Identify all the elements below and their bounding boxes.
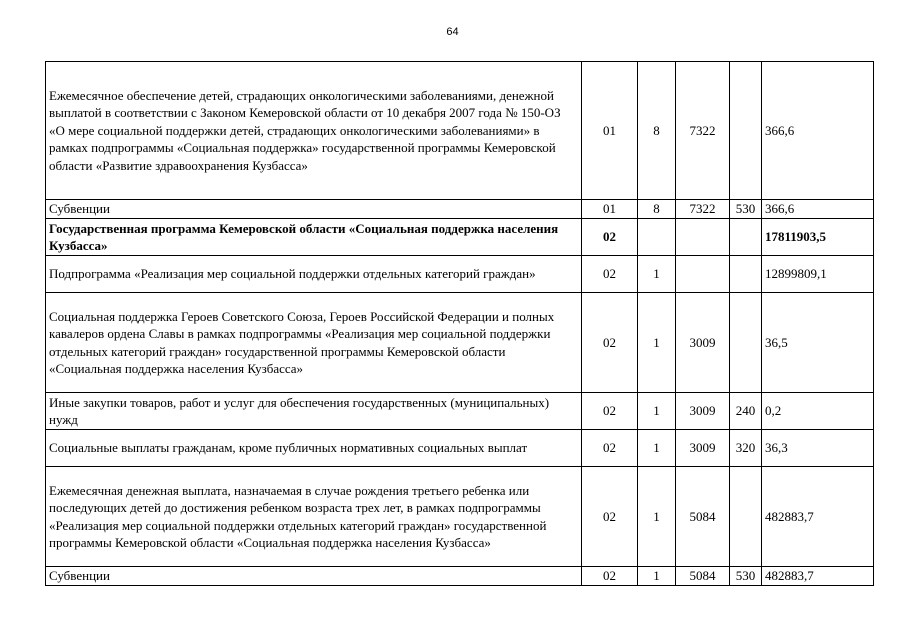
table-row	[46, 393, 874, 430]
page-number: 64	[446, 26, 459, 38]
row-direction-code	[676, 256, 730, 293]
row-subprogram-code: 8	[638, 200, 676, 219]
row-amount: 366,6	[762, 200, 874, 219]
row-subprogram-code: 1	[638, 293, 676, 393]
row-program-code: 02	[582, 256, 638, 293]
row-amount: 482883,7	[762, 567, 874, 586]
row-direction-code: 5084	[676, 467, 730, 567]
row-program-code: 01	[582, 62, 638, 200]
row-name: Государственная программа Кемеровской области «Социальная поддержка населения Кузбасса»	[46, 219, 582, 256]
row-subprogram-code	[638, 219, 676, 256]
row-name: Иные закупки товаров, работ и услуг для обеспечения государственных (муниципальных) нужд	[46, 393, 582, 430]
row-program-code: 02	[582, 467, 638, 567]
row-program-code: 02	[582, 430, 638, 467]
row-amount: 36,5	[762, 293, 874, 393]
row-expense-type: 530	[730, 200, 762, 219]
row-name: Субвенции	[46, 200, 582, 219]
row-name: Ежемесячное обеспечение детей, страдающих онкологическими заболеваниями, денежной выплатой в соответствии с Законом Кемеровской области от 10 декабря 2007 года № 150-ОЗ «О мере социальной поддержки детей, страдающих онкологическими заболеваниями» в рамках подпрограммы «Социальная поддержка» государственной программы Кемеровской области «Развитие здравоохранения Кузбасса»	[46, 62, 582, 200]
row-amount: 366,6	[762, 62, 874, 200]
row-direction-code: 5084	[676, 567, 730, 586]
table-row	[46, 219, 874, 256]
row-direction-code	[676, 219, 730, 256]
row-program-code: 01	[582, 200, 638, 219]
row-direction-code: 7322	[676, 200, 730, 219]
row-subprogram-code: 1	[638, 430, 676, 467]
row-amount: 482883,7	[762, 467, 874, 567]
row-name: Социальная поддержка Героев Советского Союза, Героев Российской Федерации и полных кавалеров ордена Славы в рамках подпрограммы «Реализация мер социальной поддержки отдельных категорий граждан» государственной программы Кемеровской области «Социальная поддержка населения Кузбасса»	[46, 293, 582, 393]
row-name: Субвенции	[46, 567, 582, 586]
row-program-code: 02	[582, 293, 638, 393]
table-row	[46, 430, 874, 467]
row-expense-type	[730, 293, 762, 393]
row-direction-code: 3009	[676, 430, 730, 467]
row-amount: 12899809,1	[762, 256, 874, 293]
row-expense-type: 320	[730, 430, 762, 467]
row-direction-code: 3009	[676, 293, 730, 393]
row-direction-code: 7322	[676, 62, 730, 200]
row-expense-type: 530	[730, 567, 762, 586]
row-subprogram-code: 1	[638, 256, 676, 293]
table-row	[46, 200, 874, 219]
row-subprogram-code: 1	[638, 467, 676, 567]
table-row	[46, 467, 874, 567]
budget-table	[45, 61, 874, 586]
row-name: Подпрограмма «Реализация мер социальной поддержки отдельных категорий граждан»	[46, 256, 582, 293]
table-row	[46, 256, 874, 293]
row-amount: 0,2	[762, 393, 874, 430]
row-name: Социальные выплаты гражданам, кроме публичных нормативных социальных выплат	[46, 430, 582, 467]
row-subprogram-code: 1	[638, 393, 676, 430]
row-amount: 17811903,5	[762, 219, 874, 256]
row-expense-type: 240	[730, 393, 762, 430]
row-expense-type	[730, 219, 762, 256]
row-program-code: 02	[582, 567, 638, 586]
row-name: Ежемесячная денежная выплата, назначаемая в случае рождения третьего ребенка или последующих детей до достижения ребенком возраста трех лет, в рамках подпрограммы «Реализация мер социальной поддержки отдельных категорий граждан» государственной программы Кемеровской области «Социальная поддержка населения Кузбасса»	[46, 467, 582, 567]
row-program-code: 02	[582, 393, 638, 430]
row-subprogram-code: 1	[638, 567, 676, 586]
row-amount: 36,3	[762, 430, 874, 467]
row-expense-type	[730, 467, 762, 567]
row-expense-type	[730, 256, 762, 293]
row-subprogram-code: 8	[638, 62, 676, 200]
row-direction-code: 3009	[676, 393, 730, 430]
row-program-code: 02	[582, 219, 638, 256]
table-row	[46, 293, 874, 393]
table-row	[46, 62, 874, 200]
row-expense-type	[730, 62, 762, 200]
table-row	[46, 567, 874, 586]
